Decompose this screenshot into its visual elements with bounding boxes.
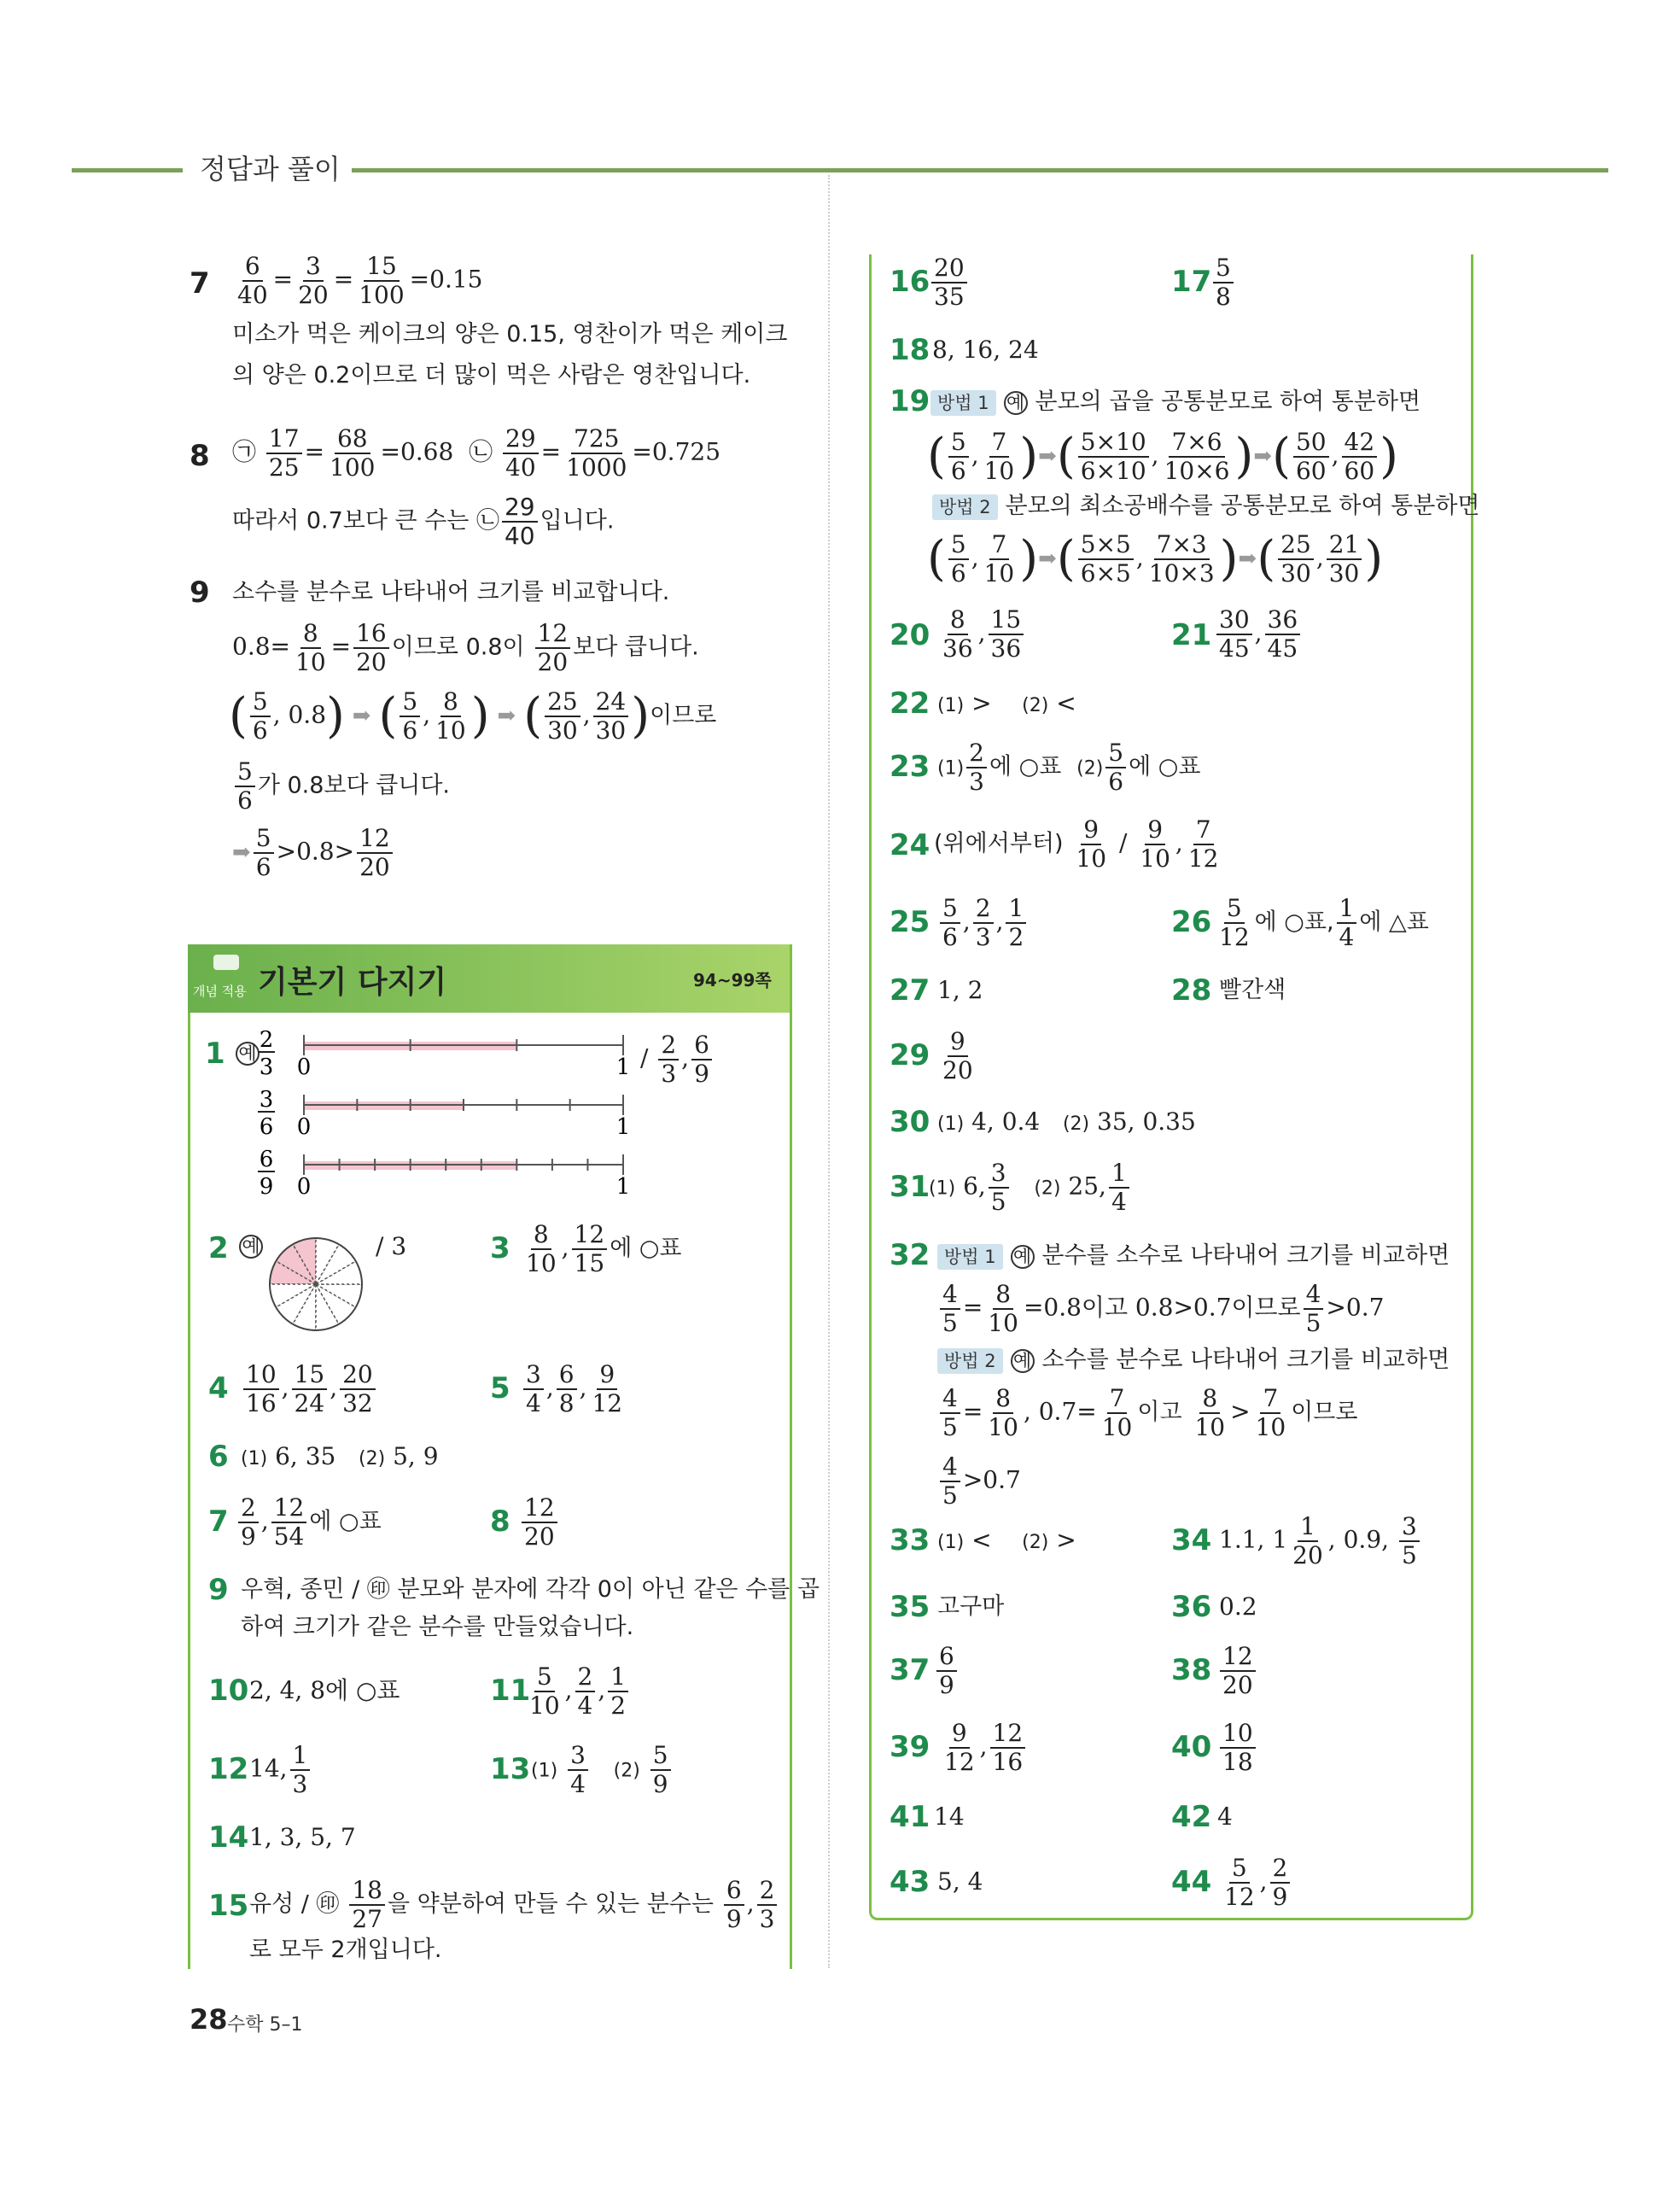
a20-answer: $\frac{8}{36}$ , $\frac{15}{36}$ — [937, 606, 1026, 663]
a9-text-1: 우혁, 종민 / ㊞ 분모와 분자에 각각 0이 아닌 같은 수를 곱 — [241, 1576, 820, 1603]
a2-answer: / 3 — [376, 1232, 407, 1260]
example-mark-icon: 예 — [239, 1235, 263, 1259]
a5-number: 5 — [490, 1371, 510, 1405]
a12-number: 12 — [208, 1752, 249, 1786]
a10-number: 10 — [208, 1674, 249, 1708]
a29-number: 29 — [890, 1038, 930, 1072]
pencil-icon — [213, 955, 239, 970]
a27-answer: 1, 2 — [937, 976, 983, 1004]
numline-one-label: 1 — [615, 1114, 631, 1140]
fraction-circle — [266, 1235, 365, 1334]
q8-equation: ㉠ $\frac{17}{25}$ = $\frac{68}{100}$ =0.68 ㉡ $\frac{29}{40}$ = $\frac{725}{1000}$ =0.725 — [232, 424, 721, 482]
a39-number: 39 — [890, 1730, 930, 1764]
a24-answer: (위에서부터) $\frac{9}{10}$ / $\frac{9}{10}$ , $\frac{7}{12}$ — [934, 815, 1219, 873]
a34-answer: 1.1, 1 $\frac{1}{20}$ , 0.9, $\frac{3}{5}$ — [1219, 1513, 1422, 1569]
q7-equation: $\frac{6}{40}$ = $\frac{3}{20}$ = $\frac{15}{100}$ =0.15 — [237, 252, 483, 309]
a2-number: 2 — [208, 1231, 229, 1265]
a31-number: 31 — [890, 1170, 930, 1204]
a14-number: 14 — [208, 1820, 249, 1855]
a21-answer: $\frac{30}{45}$ , $\frac{36}{45}$ — [1214, 606, 1303, 663]
q9-line-4: $\frac{5}{6}$ 가 0.8보다 큽니다. — [232, 758, 450, 815]
a15-number: 15 — [208, 1889, 249, 1923]
a11-number: 11 — [490, 1674, 531, 1708]
a40-answer: $\frac{10}{18}$ — [1217, 1720, 1258, 1776]
numline-fraction-den: 9 — [259, 1174, 274, 1200]
a43-answer: 5, 4 — [937, 1867, 983, 1896]
a16-number: 16 — [890, 265, 930, 299]
a36-answer: 0.2 — [1219, 1592, 1257, 1621]
a4-number: 4 — [208, 1371, 229, 1405]
a23-answer: (1) $\frac{2}{3}$ 에 ○표 (2) $\frac{5}{6}$ 에 ○표 — [937, 739, 1201, 796]
a32-line-5: $\frac{4}{5}$ >0.7 — [937, 1453, 1021, 1510]
a13-number: 13 — [490, 1752, 531, 1786]
method-2-tag: 방법 2 — [932, 494, 998, 520]
method-2-tag: 방법 2 — [937, 1348, 1003, 1374]
a20-number: 20 — [890, 618, 930, 652]
number-lines — [256, 1028, 649, 1207]
q9-line-2: 0.8= $\frac{8}{10}$ = $\frac{16}{20}$ 이므로 0.8이 $\frac{12}{20}$ 보다 큽니다. — [232, 619, 699, 676]
numline-fraction-num: 3 — [259, 1087, 274, 1113]
section-badge: 개념 적용 — [193, 984, 247, 999]
section-pages: 94~99쪽 — [693, 970, 772, 990]
a40-number: 40 — [1171, 1730, 1212, 1764]
a34-number: 34 — [1171, 1523, 1212, 1557]
a21-number: 21 — [1171, 618, 1212, 652]
a8-number: 8 — [490, 1504, 510, 1539]
a19-number: 19 — [890, 384, 930, 418]
a25-number: 25 — [890, 905, 930, 939]
arrow-icon: ➡ — [497, 703, 516, 729]
a28-number: 28 — [1171, 973, 1212, 1008]
a14-answer: 1, 3, 5, 7 — [249, 1823, 356, 1851]
q9-text-1: 소수를 분수로 나타내어 크기를 비교합니다. — [232, 579, 670, 605]
section-title: 기본기 다지기 — [258, 965, 447, 1000]
a25-answer: $\frac{5}{6}$ , $\frac{2}{3}$ , $\frac{1}{2}$ — [937, 895, 1029, 951]
a32-line-2: $\frac{4}{5}$ = $\frac{8}{10}$ =0.8이고 0.8>0.7이므로 $\frac{4}{5}$ >0.7 — [937, 1281, 1384, 1337]
numline-zero-label: 0 — [296, 1055, 312, 1080]
example-mark-icon: 예 — [236, 1042, 260, 1066]
example-mark-icon: 예 — [1004, 391, 1028, 415]
a12-answer: 14, $\frac{1}{3}$ — [249, 1742, 312, 1798]
a10-answer: 2, 4, 8에 ○표 — [249, 1676, 400, 1704]
q8-conclusion: 따라서 0.7보다 큰 수는 ㉡ $\frac{29}{40}$ 입니다. — [232, 493, 615, 550]
a13-answer: (1) $\frac{3}{4}$ (2) $\frac{5}{9}$ — [531, 1742, 674, 1798]
header-title: 정답과 풀이 — [200, 153, 341, 185]
a32-method-1: 방법 1 예 분수를 소수로 나타내어 크기를 비교하면 — [937, 1238, 1450, 1273]
a42-answer: 4 — [1217, 1802, 1233, 1831]
a19-method-2: 방법 2 분모의 최소공배수를 공통분모로 하여 통분하면 — [932, 488, 1480, 523]
a38-number: 38 — [1171, 1653, 1212, 1687]
a11-answer: $\frac{5}{10}$ , $\frac{2}{4}$ , $\frac{1}{2}$ — [524, 1663, 631, 1720]
a26-answer: $\frac{5}{12}$ 에 ○표, $\frac{1}{4}$ 에 △표 — [1219, 894, 1429, 951]
a41-answer: 14 — [934, 1802, 965, 1831]
q8-number: 8 — [190, 439, 210, 473]
a38-answer: $\frac{12}{20}$ — [1217, 1643, 1258, 1699]
a44-answer: $\frac{5}{12}$ , $\frac{2}{9}$ — [1219, 1855, 1292, 1911]
a19-method-1-math: ( $\frac{5}{6}$ , $\frac{7}{10}$ )➡( $\frac{5\times 10}{6\times 10}$ , $\frac{7\times 6}{10\times 6}$ )➡( $\frac{50}{60}$ , $\frac{42}{60}$ ) — [927, 428, 1399, 485]
a37-answer: $\frac{6}{9}$ — [934, 1643, 960, 1699]
a17-answer: $\frac{5}{8}$ — [1210, 254, 1236, 311]
a6-number: 6 — [208, 1440, 229, 1474]
a16-answer: $\frac{20}{35}$ — [929, 254, 970, 311]
a7-answer: $\frac{2}{9}$ , $\frac{12}{54}$ 에 ○표 — [236, 1494, 382, 1551]
a3-answer: $\frac{8}{10}$ , $\frac{12}{15}$ 에 ○표 — [526, 1220, 682, 1277]
arrow-icon: ➡ — [1038, 443, 1057, 470]
a29-answer: $\frac{9}{20}$ — [942, 1027, 973, 1084]
a32-method-2: 방법 2 예 소수를 분수로 나타내어 크기를 비교하면 — [937, 1342, 1450, 1377]
a36-number: 36 — [1171, 1590, 1212, 1624]
a3-number: 3 — [490, 1231, 510, 1265]
page-number: 28 — [190, 2003, 228, 2036]
a19-method-2-math: ( $\frac{5}{6}$ , $\frac{7}{10}$ )➡( $\frac{5\times 5}{6\times 5}$ , $\frac{7\times 3}{10\times 3}$ )➡( $\frac{25}{30}$ , $\frac{21}{30}$ ) — [927, 530, 1384, 587]
numline-one-label: 1 — [615, 1174, 631, 1200]
a31-answer: (1) 6, $\frac{3}{5}$ (2) 25, $\frac{1}{4}$ — [929, 1160, 1132, 1216]
a35-answer: 고구마 — [937, 1593, 1005, 1620]
a39-answer: $\frac{9}{12}$ , $\frac{12}{16}$ — [939, 1720, 1028, 1776]
a6-answer: (1) 6, 35 (2) 5, 9 — [241, 1442, 439, 1470]
a24-number: 24 — [890, 828, 930, 862]
numline-fraction-num: 2 — [259, 1028, 274, 1053]
method-1-tag: 방법 1 — [930, 390, 996, 416]
column-divider — [828, 175, 830, 1968]
a33-answer: (1) < (2) > — [937, 1526, 1076, 1554]
numline-fraction-den: 3 — [259, 1055, 274, 1080]
a27-number: 27 — [890, 973, 930, 1008]
a42-number: 42 — [1171, 1800, 1212, 1834]
a9-text-2: 하여 크기가 같은 분수를 만들었습니다. — [241, 1614, 634, 1640]
q7-text-2: 의 양은 0.2이므로 더 많이 먹은 사람은 영찬입니다. — [232, 362, 751, 389]
q7-text-1: 미소가 먹은 케이크의 양은 0.15, 영찬이가 먹은 케이크 — [232, 321, 788, 348]
a30-answer: (1) 4, 0.4 (2) 35, 0.35 — [937, 1107, 1196, 1136]
a17-number: 17 — [1171, 265, 1212, 299]
a15-text-1: 유성 / ㊞ $\frac{18}{27}$ 을 약분하여 만들 수 있는 분수는 $\frac{6}{9}$ , $\frac{2}{3}$ — [249, 1877, 779, 1933]
q9-number: 9 — [190, 576, 210, 610]
a22-number: 22 — [890, 687, 930, 721]
numline-fraction-num: 6 — [259, 1147, 274, 1172]
a22-answer: (1) > (2) < — [937, 689, 1076, 717]
a32-number: 32 — [890, 1238, 930, 1272]
a43-number: 43 — [890, 1865, 930, 1899]
arrow-icon: ➡ — [1253, 443, 1273, 470]
numline-zero-label: 0 — [296, 1174, 312, 1200]
a5-answer: $\frac{3}{4}$ , $\frac{6}{8}$ , $\frac{9}{12}$ — [521, 1361, 627, 1417]
a30-number: 30 — [890, 1105, 930, 1139]
arrow-icon: ➡ — [1038, 546, 1057, 572]
header-rule-left — [72, 168, 183, 172]
arrow-icon: ➡ — [352, 703, 371, 729]
method-1-tag: 방법 1 — [937, 1244, 1003, 1270]
q7-number: 7 — [190, 266, 210, 301]
numline-one-label: 1 — [615, 1055, 631, 1080]
header-rule-right — [352, 168, 1608, 172]
a44-number: 44 — [1171, 1865, 1212, 1899]
arrow-icon: ➡ — [1238, 546, 1257, 572]
a41-number: 41 — [890, 1800, 930, 1834]
a18-answer: 8, 16, 24 — [932, 336, 1039, 364]
a1-answer: / $\frac{2}{3}$ , $\frac{6}{9}$ — [640, 1031, 715, 1088]
numline-fraction-den: 6 — [259, 1114, 274, 1140]
a1-number: 1 — [205, 1037, 225, 1071]
q9-line-5: ➡ $\frac{5}{6}$ >0.8> $\frac{12}{20}$ — [232, 825, 395, 881]
a37-number: 37 — [890, 1653, 930, 1687]
a9-number: 9 — [208, 1573, 229, 1607]
a33-number: 33 — [890, 1523, 930, 1557]
a35-number: 35 — [890, 1590, 930, 1624]
a32-line-4: $\frac{4}{5}$ = $\frac{8}{10}$ , 0.7= $\frac{7}{10}$ 이고 $\frac{8}{10}$ > $\frac{7}{10}$ 이므로 — [937, 1385, 1357, 1441]
a26-number: 26 — [1171, 905, 1212, 939]
a23-number: 23 — [890, 750, 930, 784]
q9-line-3: ( $\frac{5}{6}$ , 0.8) ➡ ( $\frac{5}{6}$ , $\frac{8}{10}$ ) ➡ ( $\frac{25}{30}$ , $\frac{24}{30}$ )이므로 — [229, 687, 717, 745]
a18-number: 18 — [890, 333, 930, 367]
numline-zero-label: 0 — [296, 1114, 312, 1140]
arrow-icon: ➡ — [232, 839, 251, 866]
example-mark-icon: 예 — [1011, 1349, 1035, 1373]
example-mark-icon: 예 — [1011, 1245, 1035, 1269]
a19-method-1: 방법 1 예 분모의 곱을 공통분모로 하여 통분하면 — [930, 384, 1420, 419]
a15-text-2: 로 모두 2개입니다. — [249, 1937, 442, 1963]
a4-answer: $\frac{10}{16}$ , $\frac{15}{24}$ , $\frac{20}{32}$ — [241, 1361, 378, 1417]
a7-number: 7 — [208, 1504, 229, 1539]
book-title: 수학 5–1 — [227, 2014, 303, 2036]
a28-answer: 빨간색 — [1219, 977, 1286, 1003]
a8-answer: $\frac{12}{20}$ — [519, 1494, 560, 1551]
